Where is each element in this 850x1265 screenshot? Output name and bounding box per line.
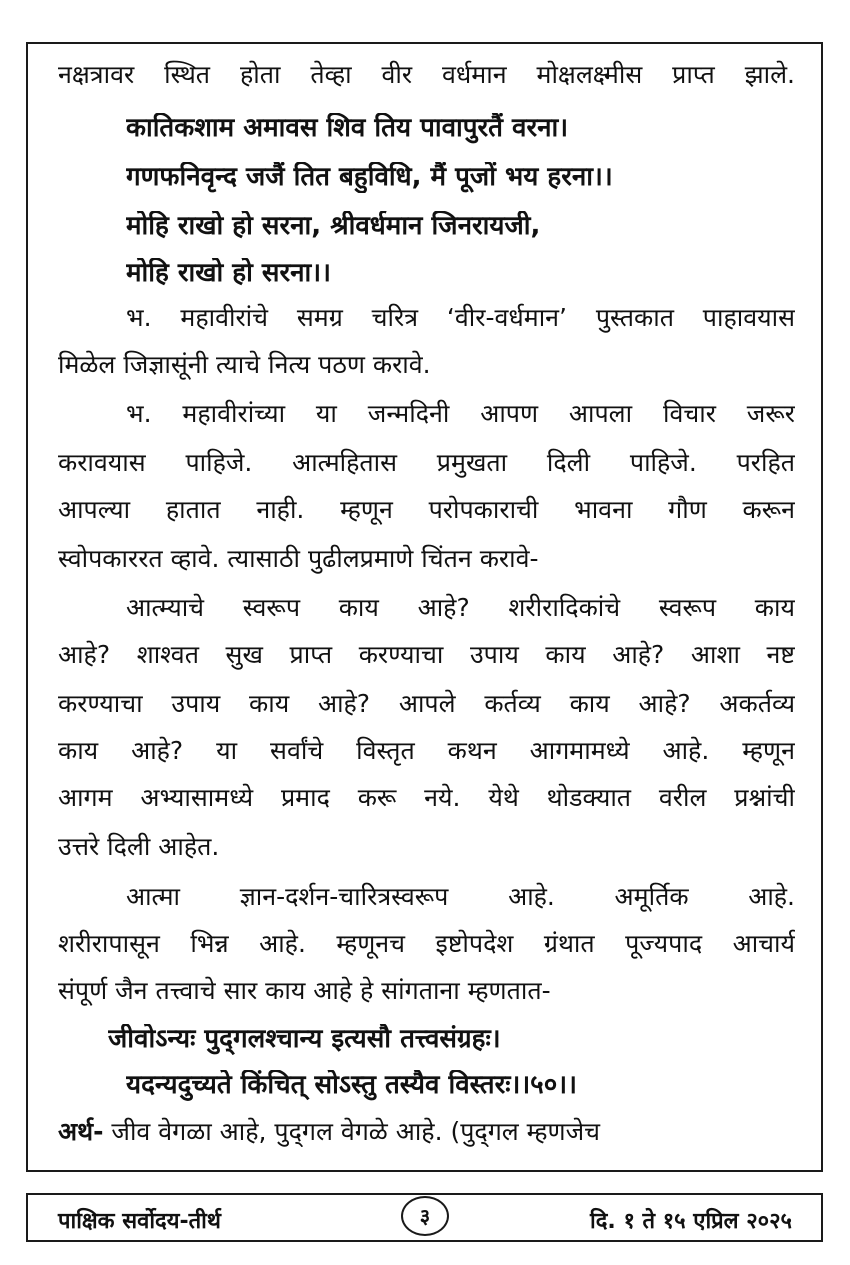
body-line: आत्मा ज्ञान-दर्शन-चारित्रस्वरूप आहे. अमूर्तिक आहे. [126, 882, 795, 911]
body-line: काय आहे? या सर्वांचे विस्तृत कथन आगमामध्ये आहे. म्हणून [58, 736, 795, 765]
body-line: मिळेल जिज्ञासूंनी त्याचे नित्य पठण करावे. [58, 350, 431, 379]
verse-line: गणफनिवृन्द जजैं तित बहुविधि, मैं पूजों भय हरना।। [126, 162, 613, 192]
artha-text: जीव वेगळा आहे, पुद्‌गल वेगळे आहे. (पुद्‌गल म्हणजेच [103, 1117, 601, 1146]
body-line: आहे? शाश्वत सुख प्राप्त करण्याचा उपाय काय आहे? आशा नष्ट [58, 640, 795, 669]
body-line: शरीरापासून भिन्न आहे. म्हणूनच इष्टोपदेश ग्रंथात पूज्यपाद आचार्य [58, 929, 795, 958]
body-line: नक्षत्रावर स्थित होता तेव्हा वीर वर्धमान मोक्षलक्ष्मीस प्राप्त झाले. [58, 60, 795, 89]
body-line: उत्तरे दिली आहेत. [58, 832, 220, 861]
body-line: भ. महावीरांच्या या जन्मदिनी आपण आपला विचार जरूर [126, 399, 795, 428]
body-line: आगम अभ्यासामध्ये प्रमाद करू नये. येथे थोडक्यात वरील प्रश्नांची [58, 783, 795, 812]
publication-name: पाक्षिक सर्वोदय-तीर्थ [58, 1209, 221, 1234]
body-line: आपल्या हातात नाही. म्हणून परोपकाराची भावना गौण करून [58, 495, 795, 524]
body-line: आत्म्याचे स्वरूप काय आहे? शरीरादिकांचे स्वरूप काय [126, 593, 795, 622]
body-line: भ. महावीरांचे समग्र चरित्र ‘वीर-वर्धमान’ पुस्तकात पाहावयास [126, 303, 795, 332]
artha-label: अर्थ- [58, 1117, 104, 1146]
sanskrit-verse-line: यदन्यदुच्यते किंचित्‌ सोऽस्तु तस्यैव विस्तरः।।५०।। [126, 1070, 577, 1100]
body-line: स्वोपकाररत व्हावे. त्यासाठी पुढीलप्रमाणे चिंतन करावे- [58, 544, 539, 573]
body-line: करण्याचा उपाय काय आहे? आपले कर्तव्य काय आहे? अकर्तव्य [58, 689, 795, 718]
body-line: करावयास पाहिजे. आत्महितास प्रमुखता दिली पाहिजे. परहित [58, 448, 795, 477]
artha-line [58, 1117, 795, 1147]
verse-line: मोहि राखो हो सरना।। [126, 258, 331, 288]
verse-line: कातिकशाम अमावस शिव तिय पावापुरतैं वरना। [126, 113, 569, 143]
body-line: संपूर्ण जैन तत्त्वाचे सार काय आहे हे सांगताना म्हणतात- [58, 976, 551, 1005]
page-number: ३ [401, 1196, 449, 1236]
issue-date: दि. १ ते १५ एप्रिल २०२५ [590, 1209, 792, 1234]
verse-line: मोहि राखो हो सरना, श्रीवर्धमान जिनरायजी, [126, 211, 541, 241]
sanskrit-verse-line: जीवोऽन्यः पुद्‌गलश्चान्य इत्यसौ तत्त्वसंग्रहः। [108, 1024, 501, 1054]
